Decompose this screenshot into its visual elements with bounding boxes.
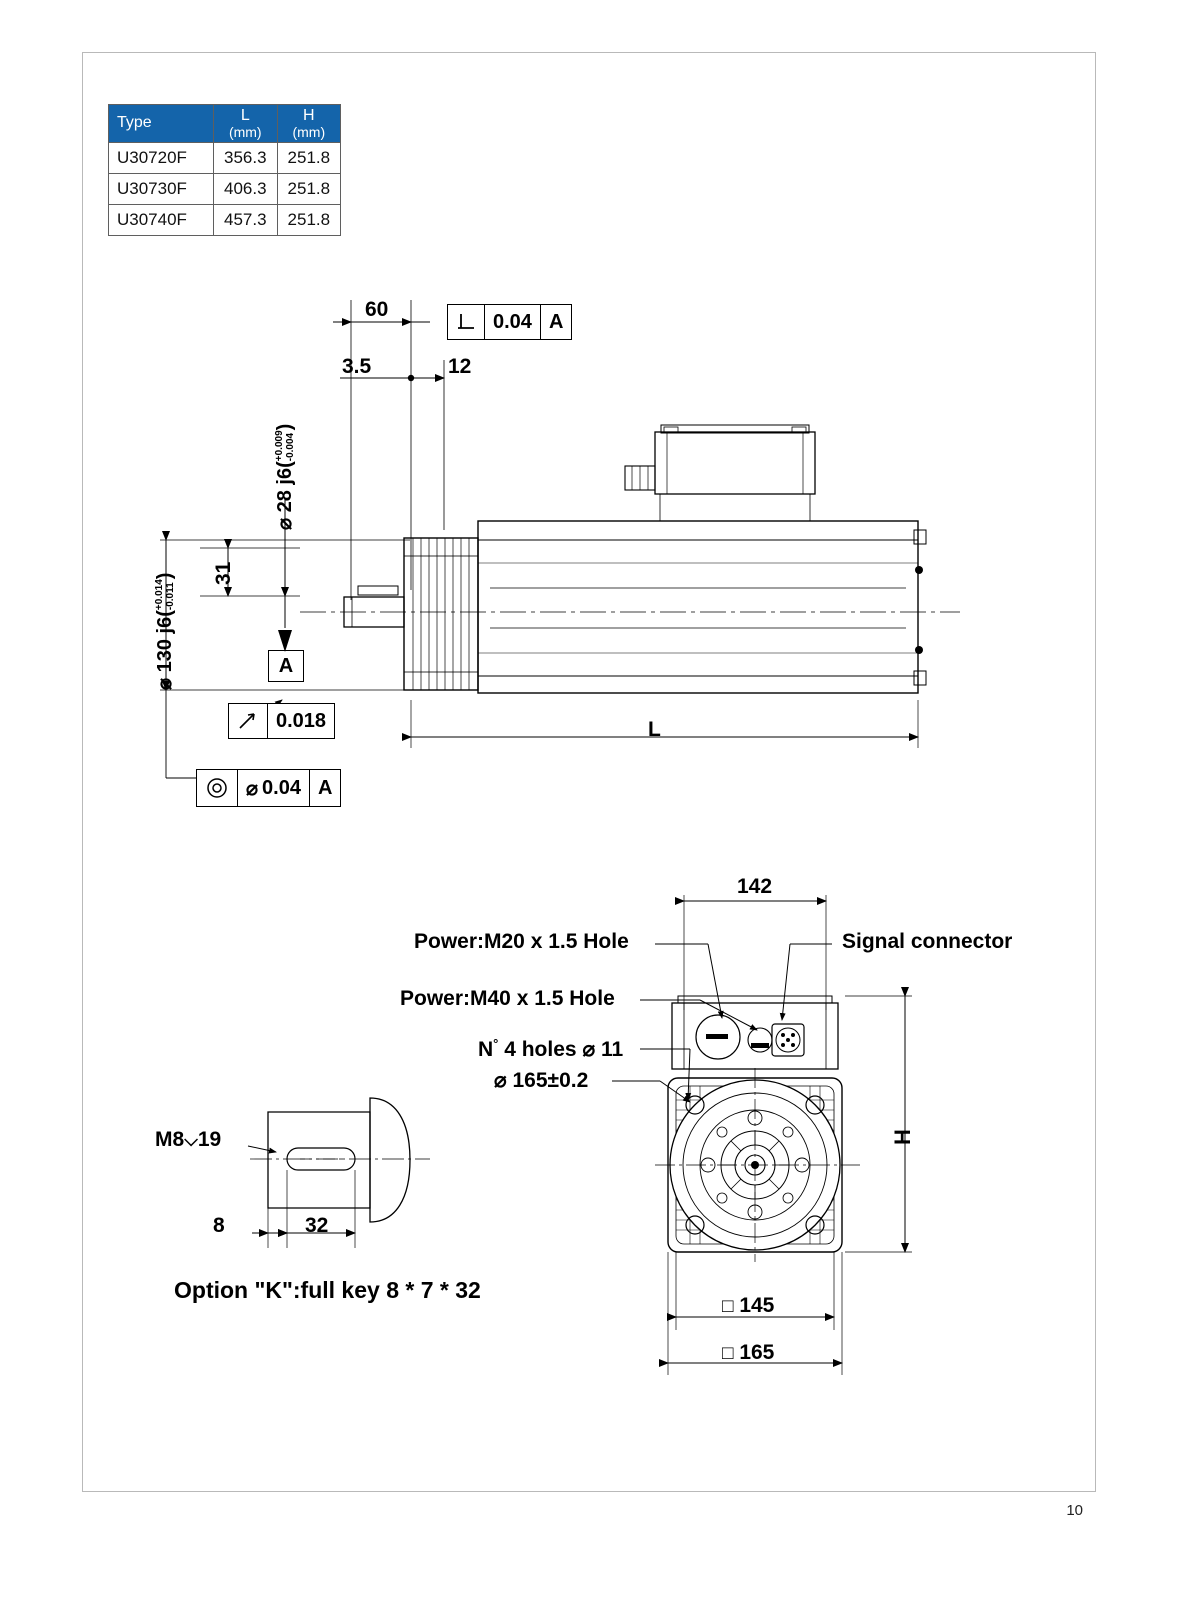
- header-h: [277, 105, 341, 143]
- holes-count-label: 4 holes: [504, 1038, 577, 1061]
- datum-a-box: [268, 650, 304, 682]
- dim-H: H: [890, 1129, 915, 1145]
- fcf-perp-value: 0.04: [484, 305, 540, 339]
- header-type: [109, 105, 214, 143]
- cell-h: 251.8: [277, 143, 341, 174]
- cell-l: 457.3: [214, 205, 278, 236]
- flange-diameter-label: ⌀ 130 j6(+0.014 -0.011): [154, 572, 176, 690]
- cell-l: 406.3: [214, 174, 278, 205]
- header-l-unit: (mm): [228, 123, 262, 140]
- cell-type: U30720F: [109, 143, 214, 174]
- fcf-perpendicularity: [447, 304, 572, 340]
- holes-prefix: N: [478, 1038, 494, 1061]
- table-row: [109, 205, 341, 236]
- pilot-tol-value: 0.2: [559, 1069, 589, 1092]
- fcf-perp-datum: A: [540, 305, 571, 339]
- cell-type: U30740F: [109, 205, 214, 236]
- datum-a-label: A: [278, 654, 294, 677]
- dim-165: □ 165: [722, 1341, 775, 1364]
- holes-note-label: N° 4 holes ⌀ 11: [478, 1036, 624, 1061]
- type-dimension-table: [108, 104, 341, 236]
- cell-l: 356.3: [214, 143, 278, 174]
- fcf-concentricity: [196, 769, 341, 807]
- runout-symbol: [229, 704, 267, 738]
- dim-L: L: [648, 718, 661, 741]
- pilot-dia-value: 165: [512, 1069, 548, 1092]
- header-h-label: H: [303, 107, 315, 124]
- header-h-unit: (mm): [292, 123, 326, 140]
- cell-h: 251.8: [277, 205, 341, 236]
- holes-dia-value: 11: [600, 1038, 624, 1061]
- dim-142: 142: [737, 875, 773, 898]
- pilot-dia-label: ⌀ 165±0.2: [494, 1069, 589, 1092]
- cell-h: 251.8: [277, 174, 341, 205]
- header-l: [214, 105, 278, 143]
- cell-type: U30730F: [109, 174, 214, 205]
- key-depth-value: 19: [197, 1128, 222, 1151]
- dim-165-value: 165: [739, 1341, 775, 1364]
- power-m40-label: Power:M40 x 1.5 Hole: [400, 987, 615, 1010]
- key-thread-label: M8⌵19: [155, 1128, 222, 1151]
- concentricity-icon: [197, 770, 237, 806]
- power-m20-label: Power:M20 x 1.5 Hole: [414, 930, 629, 953]
- perpendicularity-symbol: [448, 305, 484, 339]
- shaft-dia-value: 28 j6: [274, 467, 296, 513]
- table-header-row: [109, 105, 341, 143]
- dim-31: 31: [212, 561, 235, 585]
- dim-145-value: 145: [739, 1294, 775, 1317]
- header-type-label: Type: [117, 114, 152, 132]
- flange-tol-upper: +0.014: [154, 579, 166, 611]
- shaft-tol-upper: +0.009: [274, 430, 286, 462]
- shaft-diameter-label: ⌀ 28 j6(+0.009 -0.004): [274, 423, 296, 530]
- key-thread-value: M8: [155, 1128, 185, 1151]
- fcf-runout-value: 0.018: [267, 704, 334, 738]
- dim-145: □ 145: [722, 1294, 775, 1317]
- signal-connector-label: Signal connector: [842, 930, 1013, 953]
- page-number: 10: [1066, 1502, 1083, 1519]
- fcf-conc-value: ⌀ 0.04: [237, 770, 309, 806]
- dim-8: 8: [213, 1214, 225, 1237]
- flange-dia-value: 130 j6: [154, 616, 176, 673]
- fcf-conc-datum: A: [309, 770, 340, 806]
- dim-60: 60: [365, 298, 389, 321]
- dim-32: 32: [305, 1214, 329, 1237]
- dim-3-5: 3.5: [342, 355, 372, 378]
- table-row: [109, 174, 341, 205]
- flange-tol-lower: -0.011: [164, 582, 176, 611]
- dim-12: 12: [448, 355, 472, 378]
- table-row: [109, 143, 341, 174]
- key-option-note: Option "K":full key 8 * 7 * 32: [174, 1277, 481, 1303]
- fcf-runout: [228, 703, 335, 739]
- shaft-tol-lower: -0.004: [284, 432, 296, 462]
- header-l-label: L: [240, 107, 250, 124]
